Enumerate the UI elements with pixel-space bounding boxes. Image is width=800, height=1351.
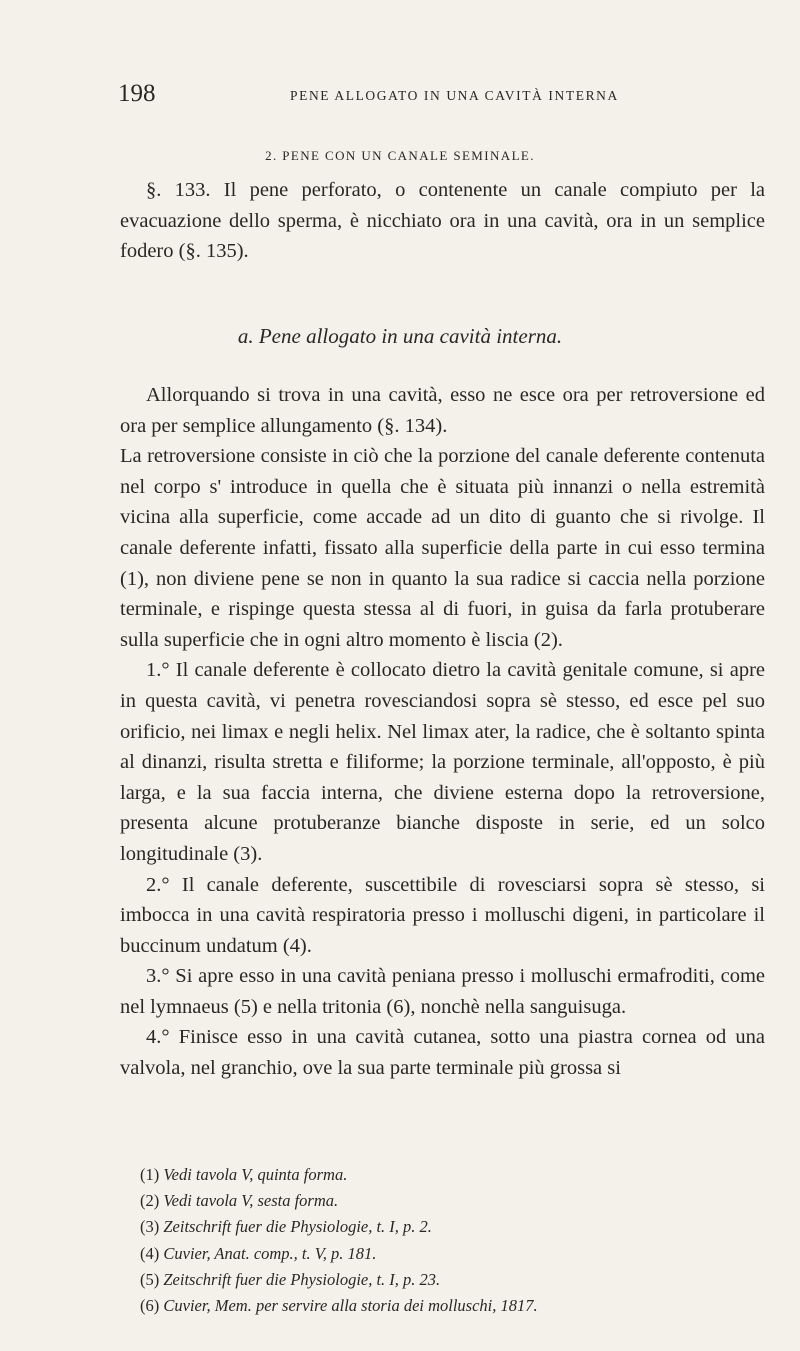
footnotes bbox=[140, 1162, 760, 1319]
footnote-number: (3) bbox=[140, 1217, 160, 1237]
paragraph-retroversion: La retroversione consiste in ciò che la porzione del canale deferente contenuta nel corpo s' introduce in quella che è situata più innanzi o nella estremità vicina alla superficie, come accade ad un dito di guanto che si rivolge. Il canale deferente infatti, fissato alla superficie della parte in cui esso termina (1), non diviene pene se non in quanto la sua radice si caccia nella porzione terminale, e rispinge questa stessa al di fuori, in guisa da farla protuberare sulla superficie che in ogni altro momento è liscia (2). bbox=[120, 445, 765, 651]
paragraph-intro: Allorquando si trova in una cavità, esso ne esce ora per retroversione ed ora per semplice allungamento (§. 134). bbox=[120, 384, 765, 437]
footnote-number: (6) bbox=[140, 1296, 160, 1316]
footnote bbox=[140, 1162, 760, 1188]
list-item-3: 3.° Si apre esso in una cavità peniana presso i molluschi ermafroditi, come nel lymnaeus (5) e nella tritonia (6), nonchè nella sanguisuga. bbox=[120, 965, 765, 1018]
footnote-text: Vedi tavola V, sesta forma. bbox=[163, 1191, 339, 1211]
list-item-4: 4.° Finisce esso in una cavità cutanea, sotto una piastra cornea od una valvola, nel granchio, ove la sua parte terminale più grossa si bbox=[120, 1026, 765, 1080]
footnote-text: Vedi tavola V, quinta forma. bbox=[163, 1165, 348, 1184]
list-item-2: 2.° Il canale deferente, suscettibile di rovesciarsi sopra sè stesso, si imbocca in una cavità respiratoria presso i molluschi digeni, in particolare il buccinum undatum (4). bbox=[120, 873, 765, 957]
paragraph-text: §. 133. Il pene perforato, o contenente un canale compiuto per la evacuazione dello sperma, è nicchiato ora in una cavità, ora in un semplice fodero (§. 135). bbox=[120, 179, 765, 263]
list-item-1: 1.° Il canale deferente è collocato dietro la cavità genitale comune, si apre in questa cavità, vi penetra rovesciandosi sopra sè stesso, ed esce pel suo orificio, nei limax e negli helix. Nel limax ater, la radice, che è soltanto spinta al dinanzi, risulta stretta e filiforme; la porzione terminale, all'opposto, è più larga, e la sua faccia interna, che diviene esterna dopo la retroversione, presenta alcune protuberanze bianche disposte in serie, ed un solco longitudinale (3). bbox=[120, 659, 765, 865]
footnote-number: (4) bbox=[140, 1243, 160, 1263]
footnote bbox=[140, 1214, 760, 1240]
footnote bbox=[140, 1241, 760, 1267]
footnote-number: (5) bbox=[140, 1269, 160, 1289]
footnote bbox=[140, 1293, 760, 1319]
footnote bbox=[140, 1267, 760, 1293]
footnote-text: Cuvier, Mem. per servire alla storia dei molluschi, 1817. bbox=[163, 1296, 538, 1316]
footnote bbox=[140, 1188, 760, 1214]
footnote-number: (1) bbox=[140, 1165, 160, 1184]
footnote-text: Cuvier, Anat. comp., t. V, p. 181. bbox=[163, 1243, 377, 1263]
footnote-text: Zeitschrift fuer die Physiologie, t. I, p. 23. bbox=[163, 1269, 441, 1289]
page-number: 198 bbox=[118, 80, 156, 107]
running-title: PENE ALLOGATO IN UNA CAVITÀ INTERNA bbox=[290, 88, 619, 103]
main-text bbox=[120, 380, 765, 1084]
footnote-text: Zeitschrift fuer die Physiologie, t. I, p. 2. bbox=[163, 1217, 432, 1237]
footnote-number: (2) bbox=[140, 1191, 160, 1211]
section-heading: 2. PENE CON UN CANALE SEMINALE. bbox=[265, 148, 535, 163]
subheading: a. Pene allogato in una cavità interna. bbox=[237, 324, 563, 348]
paragraph-133 bbox=[120, 175, 765, 267]
running-head bbox=[118, 80, 758, 110]
